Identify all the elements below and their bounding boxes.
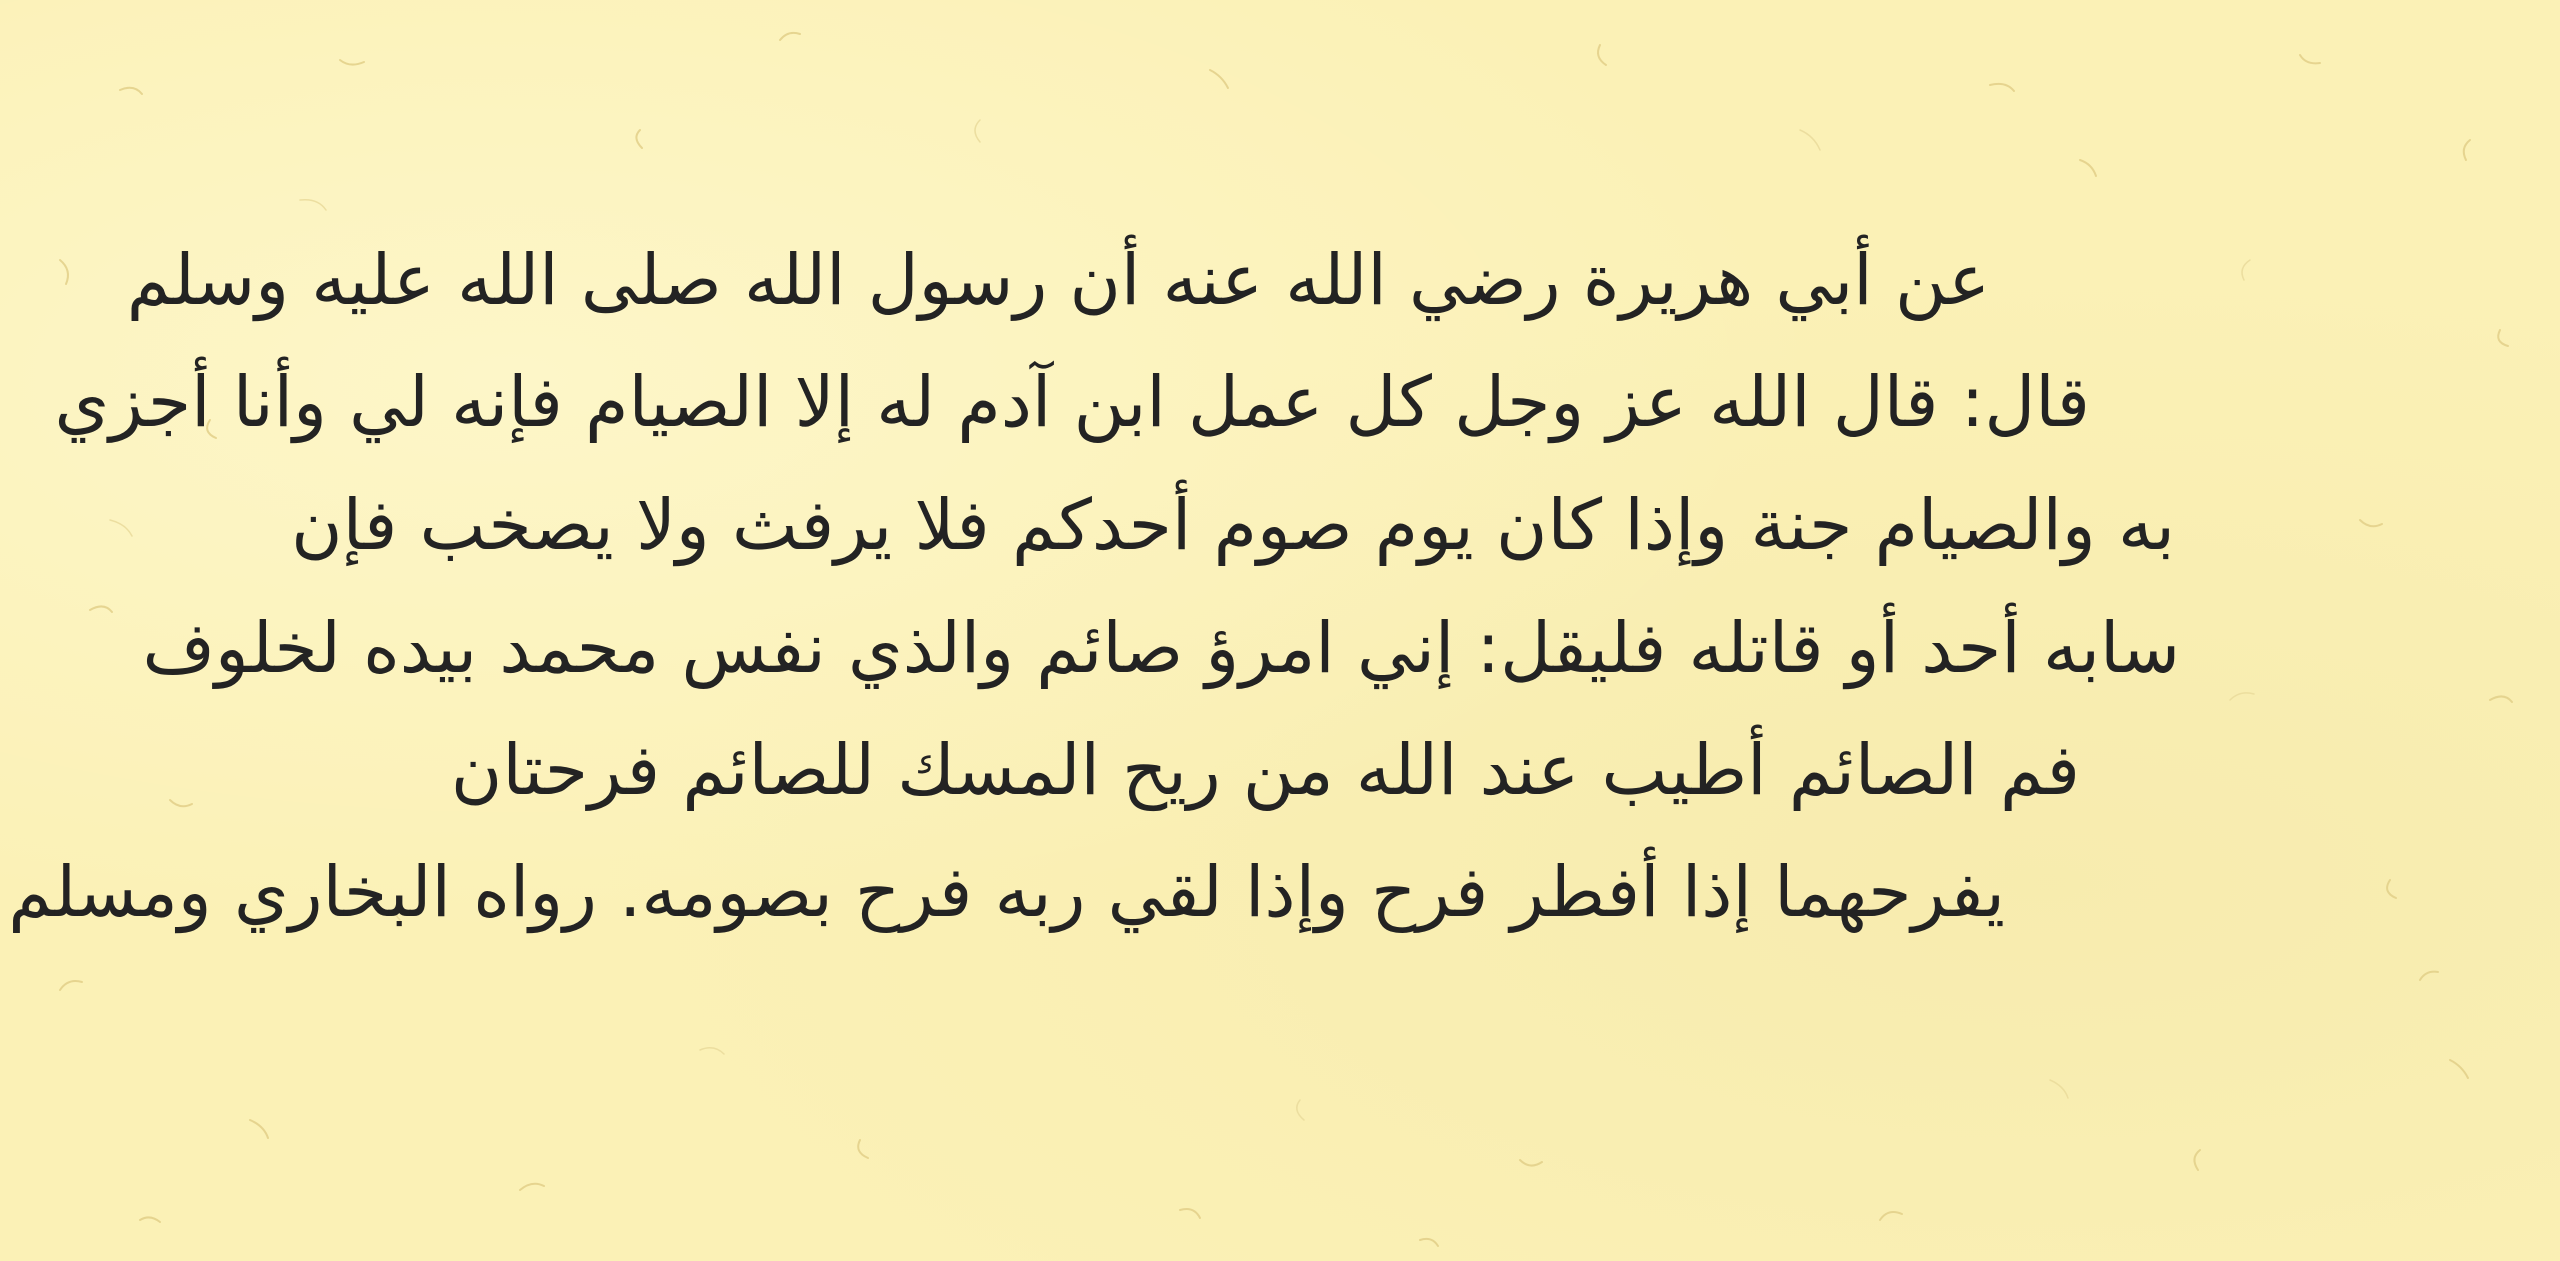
calligraphy-line-3: به والصيام جنة وإذا كان يوم صوم أحدكم فلا يرفث ولا يصخب فإن (291, 484, 2175, 566)
calligraphy-line-4: سابه أحد أو قاتله فليقل: إني امرؤ صائم والذي نفس محمد بيده لخلوف (142, 607, 2180, 689)
calligraphy-line-5: فم الصائم أطيب عند الله من ريح المسك للصائم فرحتان (450, 729, 2080, 811)
calligraphy-line-6: يفرحهما إذا أفطر فرح وإذا لقي ربه فرح بصومه. رواه البخاري ومسلم (8, 851, 2005, 933)
calligraphy-line-1: عن أبي هريرة رضي الله عنه أن رسول الله صلى الله عليه وسلم (126, 239, 1990, 321)
hadith-calligraphy-text (8, 230, 2230, 990)
calligraphy-line-2: قال: قال الله عز وجل كل عمل ابن آدم له إلا الصيام فإنه لي وأنا أجزي (54, 361, 2090, 443)
